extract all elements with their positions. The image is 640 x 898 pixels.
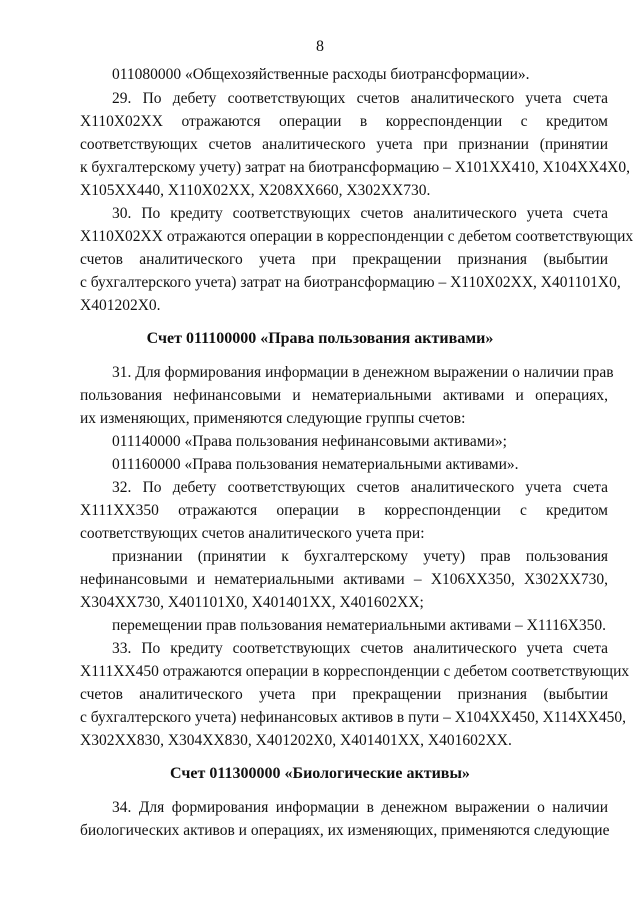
- text-line: 011080000 «Общехозяйственные расходы биотрансформации».: [112, 66, 530, 83]
- text-line: счетов аналитического учета при прекращении признания (выбытии: [80, 251, 608, 268]
- page-number: 8: [316, 38, 324, 55]
- text-line: их изменяющих, применяются следующие группы счетов:: [80, 410, 466, 427]
- text-line: Х110Х02ХХ отражаются операции в корреспонденции с кредитом: [80, 113, 608, 130]
- text-line: 32. По дебету соответствующих счетов аналитического учета счета: [112, 479, 608, 496]
- text-line: перемещении прав пользования нематериальными активами – Х1116Х350.: [112, 617, 606, 634]
- text-line: пользования нефинансовыми и нематериальными активами и операциях,: [80, 387, 608, 404]
- text-line: 011160000 «Права пользования нематериальными активами».: [112, 456, 519, 473]
- text-line: биологических активов и операциях, их изменяющих, применяются следующие: [80, 822, 610, 839]
- text-line: нефинансовыми и нематериальными активами – Х106ХХ350, Х302ХХ730,: [80, 571, 608, 588]
- text-line: 29. По дебету соответствующих счетов аналитического учета счета: [112, 90, 608, 107]
- text-line: 31. Для формирования информации в денежном выражении о наличии прав: [112, 364, 614, 381]
- text-line: 30. По кредиту соответствующих счетов аналитического учета счета: [112, 205, 608, 222]
- text-line: Х302ХХ830, Х304ХХ830, Х401202Х0, Х401401ХХ, Х401602ХХ.: [80, 732, 512, 749]
- text-line: 34. Для формирования информации в денежном выражении о наличии: [112, 799, 608, 816]
- text-line: Х110Х02ХХ отражаются операции в корреспонденции с дебетом соответствующих: [80, 228, 634, 245]
- section-heading: Счет 011300000 «Биологические активы»: [170, 765, 470, 782]
- text-line: соответствующих счетов аналитического учета при признании (принятии: [80, 136, 608, 153]
- text-line: с бухгалтерского учета) затрат на биотрансформацию – Х110Х02ХХ, Х401101Х0,: [80, 274, 621, 291]
- text-line: Х111ХХ350 отражаются операции в корреспонденции с кредитом: [80, 502, 608, 519]
- text-line: 33. По кредиту соответствующих счетов аналитического учета счета: [112, 640, 608, 657]
- text-line: к бухгалтерскому учету) затрат на биотрансформацию – Х101ХХ410, Х104ХХ4Х0,: [80, 159, 630, 176]
- text-line: признании (принятии к бухгалтерскому учету) прав пользования: [112, 548, 608, 565]
- section-heading: Счет 011100000 «Права пользования активами»: [146, 330, 494, 347]
- text-line: Х401202Х0.: [80, 297, 161, 314]
- text-line: Х304ХХ730, Х401101Х0, Х401401ХХ, Х401602ХХ;: [80, 594, 424, 611]
- text-line: с бухгалтерского учета) нефинансовых активов в пути – Х104ХХ450, Х114ХХ450,: [80, 709, 626, 726]
- text-line: Х111ХХ450 отражаются операции в корреспонденции с дебетом соответствующих: [80, 663, 630, 680]
- text-line: счетов аналитического учета при прекращении признания (выбытии: [80, 686, 608, 703]
- text-line: соответствующих счетов аналитического учета при:: [80, 525, 425, 542]
- text-line: Х105ХХ440, Х110Х02ХХ, Х208ХХ660, Х302ХХ730.: [80, 182, 431, 199]
- text-line: 011140000 «Права пользования нефинансовыми активами»;: [112, 433, 507, 450]
